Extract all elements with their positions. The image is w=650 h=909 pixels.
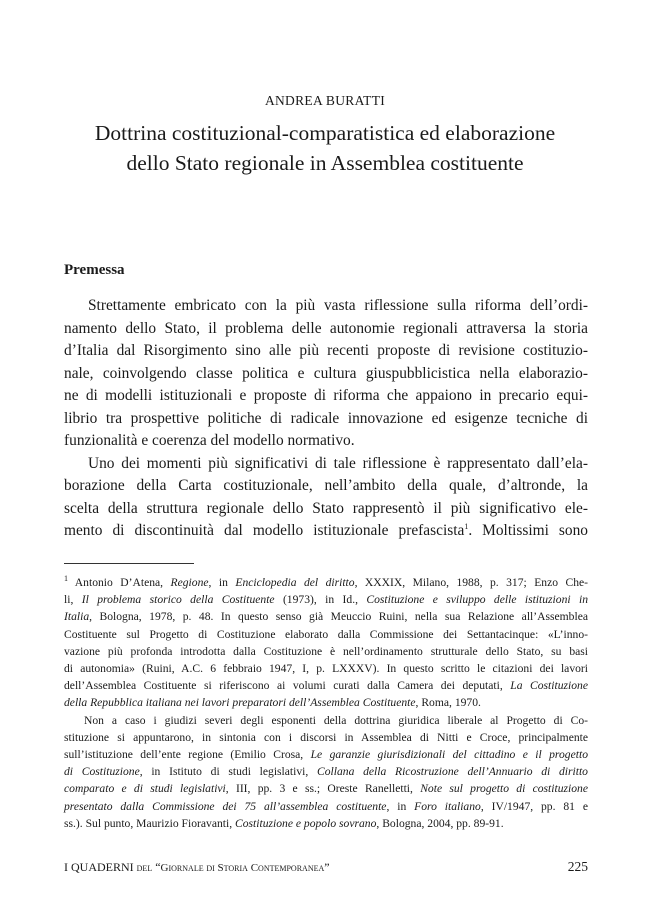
text-run: comparato e di studi legislativi (64, 782, 226, 796)
paragraph (64, 295, 588, 453)
text-line (64, 520, 588, 543)
footnote-line: Costituente sul Progetto di Costituzione elaborato dalla Commissione dei Settantacinque: «L’inno- (64, 627, 588, 641)
text-run: , III, pp. 3 e ss.; Oreste Ranelletti, (225, 782, 421, 796)
footnote-line: Non a caso i giudizi severi degli esponenti della dottrina giuridica liberale al Progetto di Co- (84, 713, 588, 727)
text-run: Le garanzie giurisdizionali del cittadino e il progetto (310, 748, 588, 762)
text-run: . Moltissimi sono (468, 522, 588, 539)
text-line: funzionalità e coerenza del modello normativo. (64, 432, 355, 449)
text-run: Giornale di Storia Contemporanea (160, 862, 325, 874)
page-number: 225 (567, 859, 588, 874)
footnotes (64, 574, 588, 832)
text-line: d’Italia dal Risorgimento sino alle più recenti proposte di revisione costituzio- (64, 342, 588, 359)
text-run: , IV/1947, pp. 81 e (480, 799, 588, 813)
footnote-line (64, 608, 588, 625)
footnote-separator (64, 563, 194, 564)
text-run: di Costituzione (64, 765, 140, 779)
section-heading: Premessa (64, 262, 125, 278)
text-run: La Costituzione (510, 679, 588, 693)
text-run: mento di discontinuità dal modello istituzionale prefascista (64, 522, 465, 539)
article-title (60, 118, 590, 178)
text-run: , Bologna, 2004, pp. 89-91. (376, 816, 504, 830)
footnote-line (64, 591, 588, 608)
title-line: dello Stato regionale in Assemblea costituente (126, 151, 524, 175)
text-run: Enciclopedia del diritto (235, 576, 355, 589)
text-run: Foro italiano (414, 799, 481, 813)
text-run: Costituzione e sviluppo delle istituzioni in (366, 593, 588, 607)
text-run: ss.). Sul punto, Maurizio Fioravanti, (64, 816, 235, 830)
text-run: , XXXIX, Milano, 1988, p. 317; Enzo Che- (354, 576, 589, 589)
text-line: namento dello Stato, il problema delle autonomie regionali attraversa la storia (64, 319, 588, 337)
text-run: della Repubblica italiana nei lavori preparatori dell’Assemblea Costituente (64, 696, 416, 710)
text-run: dell’Assemblea Costituente si riferiscono ai volumi curati dalla Camera dei deputati, (64, 679, 511, 693)
footnote-line (64, 694, 588, 711)
text-line: Strettamente embricato con la più vasta riflessione sulla riforma dell’ordi- (88, 297, 588, 314)
text-run: , in Istituto di studi legislativi, (139, 765, 318, 779)
footnote-ref[interactable]: 1 (464, 521, 469, 531)
text-run: ” (324, 860, 330, 874)
text-run: , in (386, 799, 415, 813)
body-text (64, 295, 588, 543)
text-run: Costituzione e popolo sovrano (235, 816, 377, 830)
footnote-line: di autonomia» (Ruini, A.C. 6 febbraio 1947, I, p. LXXXV). In questo scritto le citazioni dei lavori (64, 662, 588, 676)
footnote-line (64, 746, 588, 763)
text-run: (1973), in Id., (274, 593, 367, 607)
text-run: Il problema storico della Costituente (81, 593, 275, 607)
text-run: “ (152, 860, 161, 874)
title-line: Dottrina costituzional-comparatistica ed elaborazione (94, 121, 556, 145)
footnote-line (64, 677, 588, 694)
text-line: librio tra prospettive politiche di radicale innovazione ed esigenze tecniche di (64, 409, 588, 427)
footnote-line (64, 763, 588, 780)
text-line: Uno dei momenti più significativi di tale riflessione è rappresentato dall’ela- (88, 454, 588, 472)
author-name: ANDREA BURATTI (264, 93, 386, 108)
text-line: scelta della struttura regionale dello Stato rappresentò il più significativo ele- (64, 499, 588, 517)
text-run: Note sul progetto di costituzione (420, 782, 588, 796)
text-run: I QUADERNI (64, 860, 137, 874)
journal-name (64, 860, 330, 875)
footnote-mark: 1 (64, 574, 68, 584)
paragraph (64, 453, 588, 543)
footnote-line (64, 574, 588, 591)
text-line: ne di modelli istituzionali e proposte di riforma che appaiono in precario equi- (64, 387, 588, 404)
text-line: nale, coinvolgendo classe politica e cultura giuspubblicistica nella elaborazio- (64, 364, 588, 382)
text-run: , Bologna, 1978, p. 48. In questo senso già Meuccio Ruini, nella sua Relazione all’Assemblea (89, 610, 588, 624)
text-run: del (136, 862, 153, 874)
text-run: Collana della Ricostruzione dell’Annuario di diritto (317, 765, 588, 779)
text-line: borazione della Carta costituzionale, nell’ambito della quale, d’altronde, la (64, 477, 588, 494)
text-run: li, (64, 593, 82, 607)
text-run: sull’istituzione dell’ente regione (Emilio Crosa, (64, 748, 311, 762)
text-run: presentato dalla Commissione dei 75 all’assemblea costituente (64, 799, 387, 813)
text-run: Italia (64, 610, 90, 624)
text-run: , in (208, 576, 236, 589)
footnote-line (64, 798, 588, 815)
footnote-line: stituzione si appuntarono, in sintonia con i discorsi in Assemblea di Nitti e Croce, principalmente (64, 730, 588, 744)
text-run: , Roma, 1970. (415, 696, 481, 710)
footnote-line (64, 815, 588, 832)
footnote-line (64, 780, 588, 797)
text-run: Antonio D’Atena, (68, 576, 171, 589)
text-run: Regione (170, 576, 209, 589)
footnote-line: vazione più profonda introdotta dalla Costituzione è nell’ordinamento strutturale dello Stato, su basi (64, 644, 588, 658)
